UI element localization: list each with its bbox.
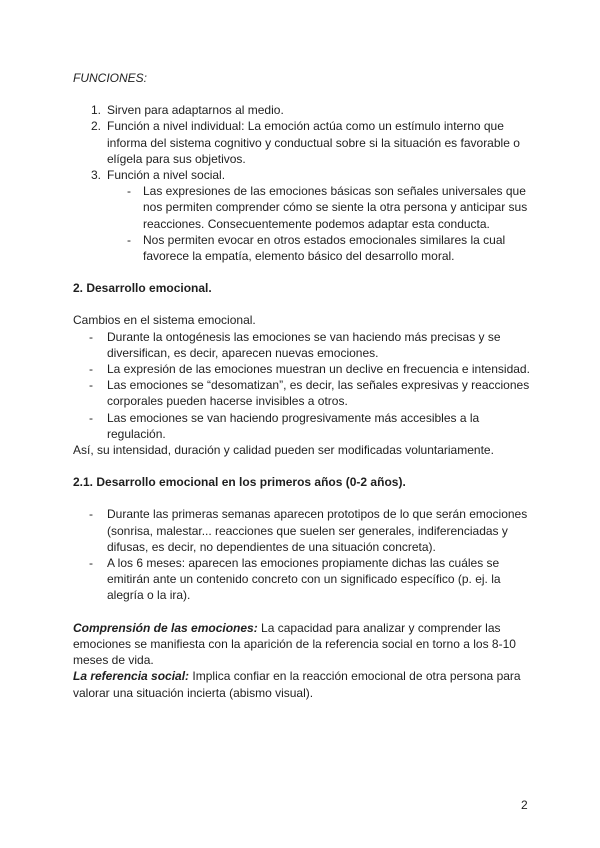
dash-marker: -	[89, 410, 93, 425]
list-item-text: Durante las primeras semanas aparecen prototipos de lo que serán emociones (sonrisa, malestar... reacciones que suelen ser generales, indiferenciadas y difusas, es decir, no dependientes de una situación concreta).	[107, 507, 528, 554]
list-item-text: Las expresiones de las emociones básicas son señales universales que nos permiten comprender cómo se siente la otra persona y anticipar sus reacciones. Consecuentemente podemos adaptar esta conducta.	[143, 184, 528, 231]
list-item	[73, 118, 533, 167]
dash-marker: -	[89, 507, 93, 522]
list-item-text: A los 6 meses: aparecen las emociones propiamente dichas las cuáles se emitirán ante un contenido concreto con un significado específico (p. ej. la alegría o la ira).	[107, 556, 501, 603]
list-item	[73, 506, 533, 555]
comprehension-paragraph	[73, 620, 533, 669]
list-item	[73, 183, 533, 232]
list-number: 1.	[91, 103, 102, 118]
section-2-1-list	[73, 506, 533, 603]
social-function-sublist	[73, 183, 533, 264]
page-number: 2	[521, 798, 528, 812]
list-number: 3.	[91, 168, 102, 183]
dash-marker: -	[89, 378, 93, 393]
functions-list	[73, 102, 533, 264]
list-item-text: Nos permiten evocar en otros estados emocionales similares la cual favorece la empatía, elemento básico del desarrollo moral.	[143, 232, 506, 264]
dash-marker: -	[89, 329, 93, 344]
list-item	[73, 377, 533, 409]
list-item-text: La expresión de las emociones muestran un declive en frecuencia e intensidad.	[107, 362, 530, 377]
list-number: 2.	[91, 119, 102, 134]
list-item	[73, 232, 533, 264]
social-reference-label: La referencia social:	[73, 669, 190, 684]
list-item-text: Función a nivel individual: La emoción actúa como un estímulo interno que informa del sistema cognitivo y conductual sobre si la situación es favorable o elígela para sus objetivos.	[107, 119, 520, 166]
list-item	[73, 102, 533, 118]
dash-marker: -	[127, 184, 131, 199]
list-item-text: Sirven para adaptarnos al medio.	[107, 103, 284, 118]
functions-heading: FUNCIONES:	[73, 71, 148, 85]
social-reference-paragraph	[73, 668, 533, 700]
list-item	[73, 361, 533, 377]
social-reference-text: Implica confiar en la reacción emocional de otra persona para valorar una situación incierta (abismo visual).	[73, 669, 521, 700]
section-2-1-title: 2.1. Desarrollo emocional en los primeros años (0-2 años).	[73, 475, 406, 490]
dash-marker: -	[89, 362, 93, 377]
list-item-text: Las emociones se van haciendo progresivamente más accesibles a la regulación.	[107, 410, 480, 441]
dash-marker: -	[127, 232, 131, 247]
section-2-closing: Así, su intensidad, duración y calidad pueden ser modificadas voluntariamente.	[73, 443, 494, 458]
document-page	[73, 70, 533, 701]
list-item-text: Función a nivel social.	[107, 168, 226, 183]
dash-marker: -	[89, 556, 93, 571]
section-2-list	[73, 329, 533, 442]
comprehension-text: La capacidad para analizar y comprender las emociones se manifiesta con la aparición de la referencia social en torno a los 8-10 meses de vida.	[73, 620, 516, 668]
list-item-text: Durante la ontogénesis las emociones se van haciendo más precisas y se diversifican, es decir, aparecen nuevas emociones.	[107, 329, 501, 360]
list-item	[73, 329, 533, 361]
list-item	[73, 167, 533, 264]
comprehension-label: Comprensión de las emociones:	[73, 620, 258, 635]
section-2-title: 2. Desarrollo emocional.	[73, 281, 212, 296]
list-item	[73, 555, 533, 604]
section-2-intro: Cambios en el sistema emocional.	[73, 313, 256, 328]
list-item	[73, 410, 533, 442]
list-item-text: Las emociones se “desomatizan”, es decir, las señales expresivas y reacciones corporales pueden hacerse invisibles a otros.	[107, 378, 530, 409]
